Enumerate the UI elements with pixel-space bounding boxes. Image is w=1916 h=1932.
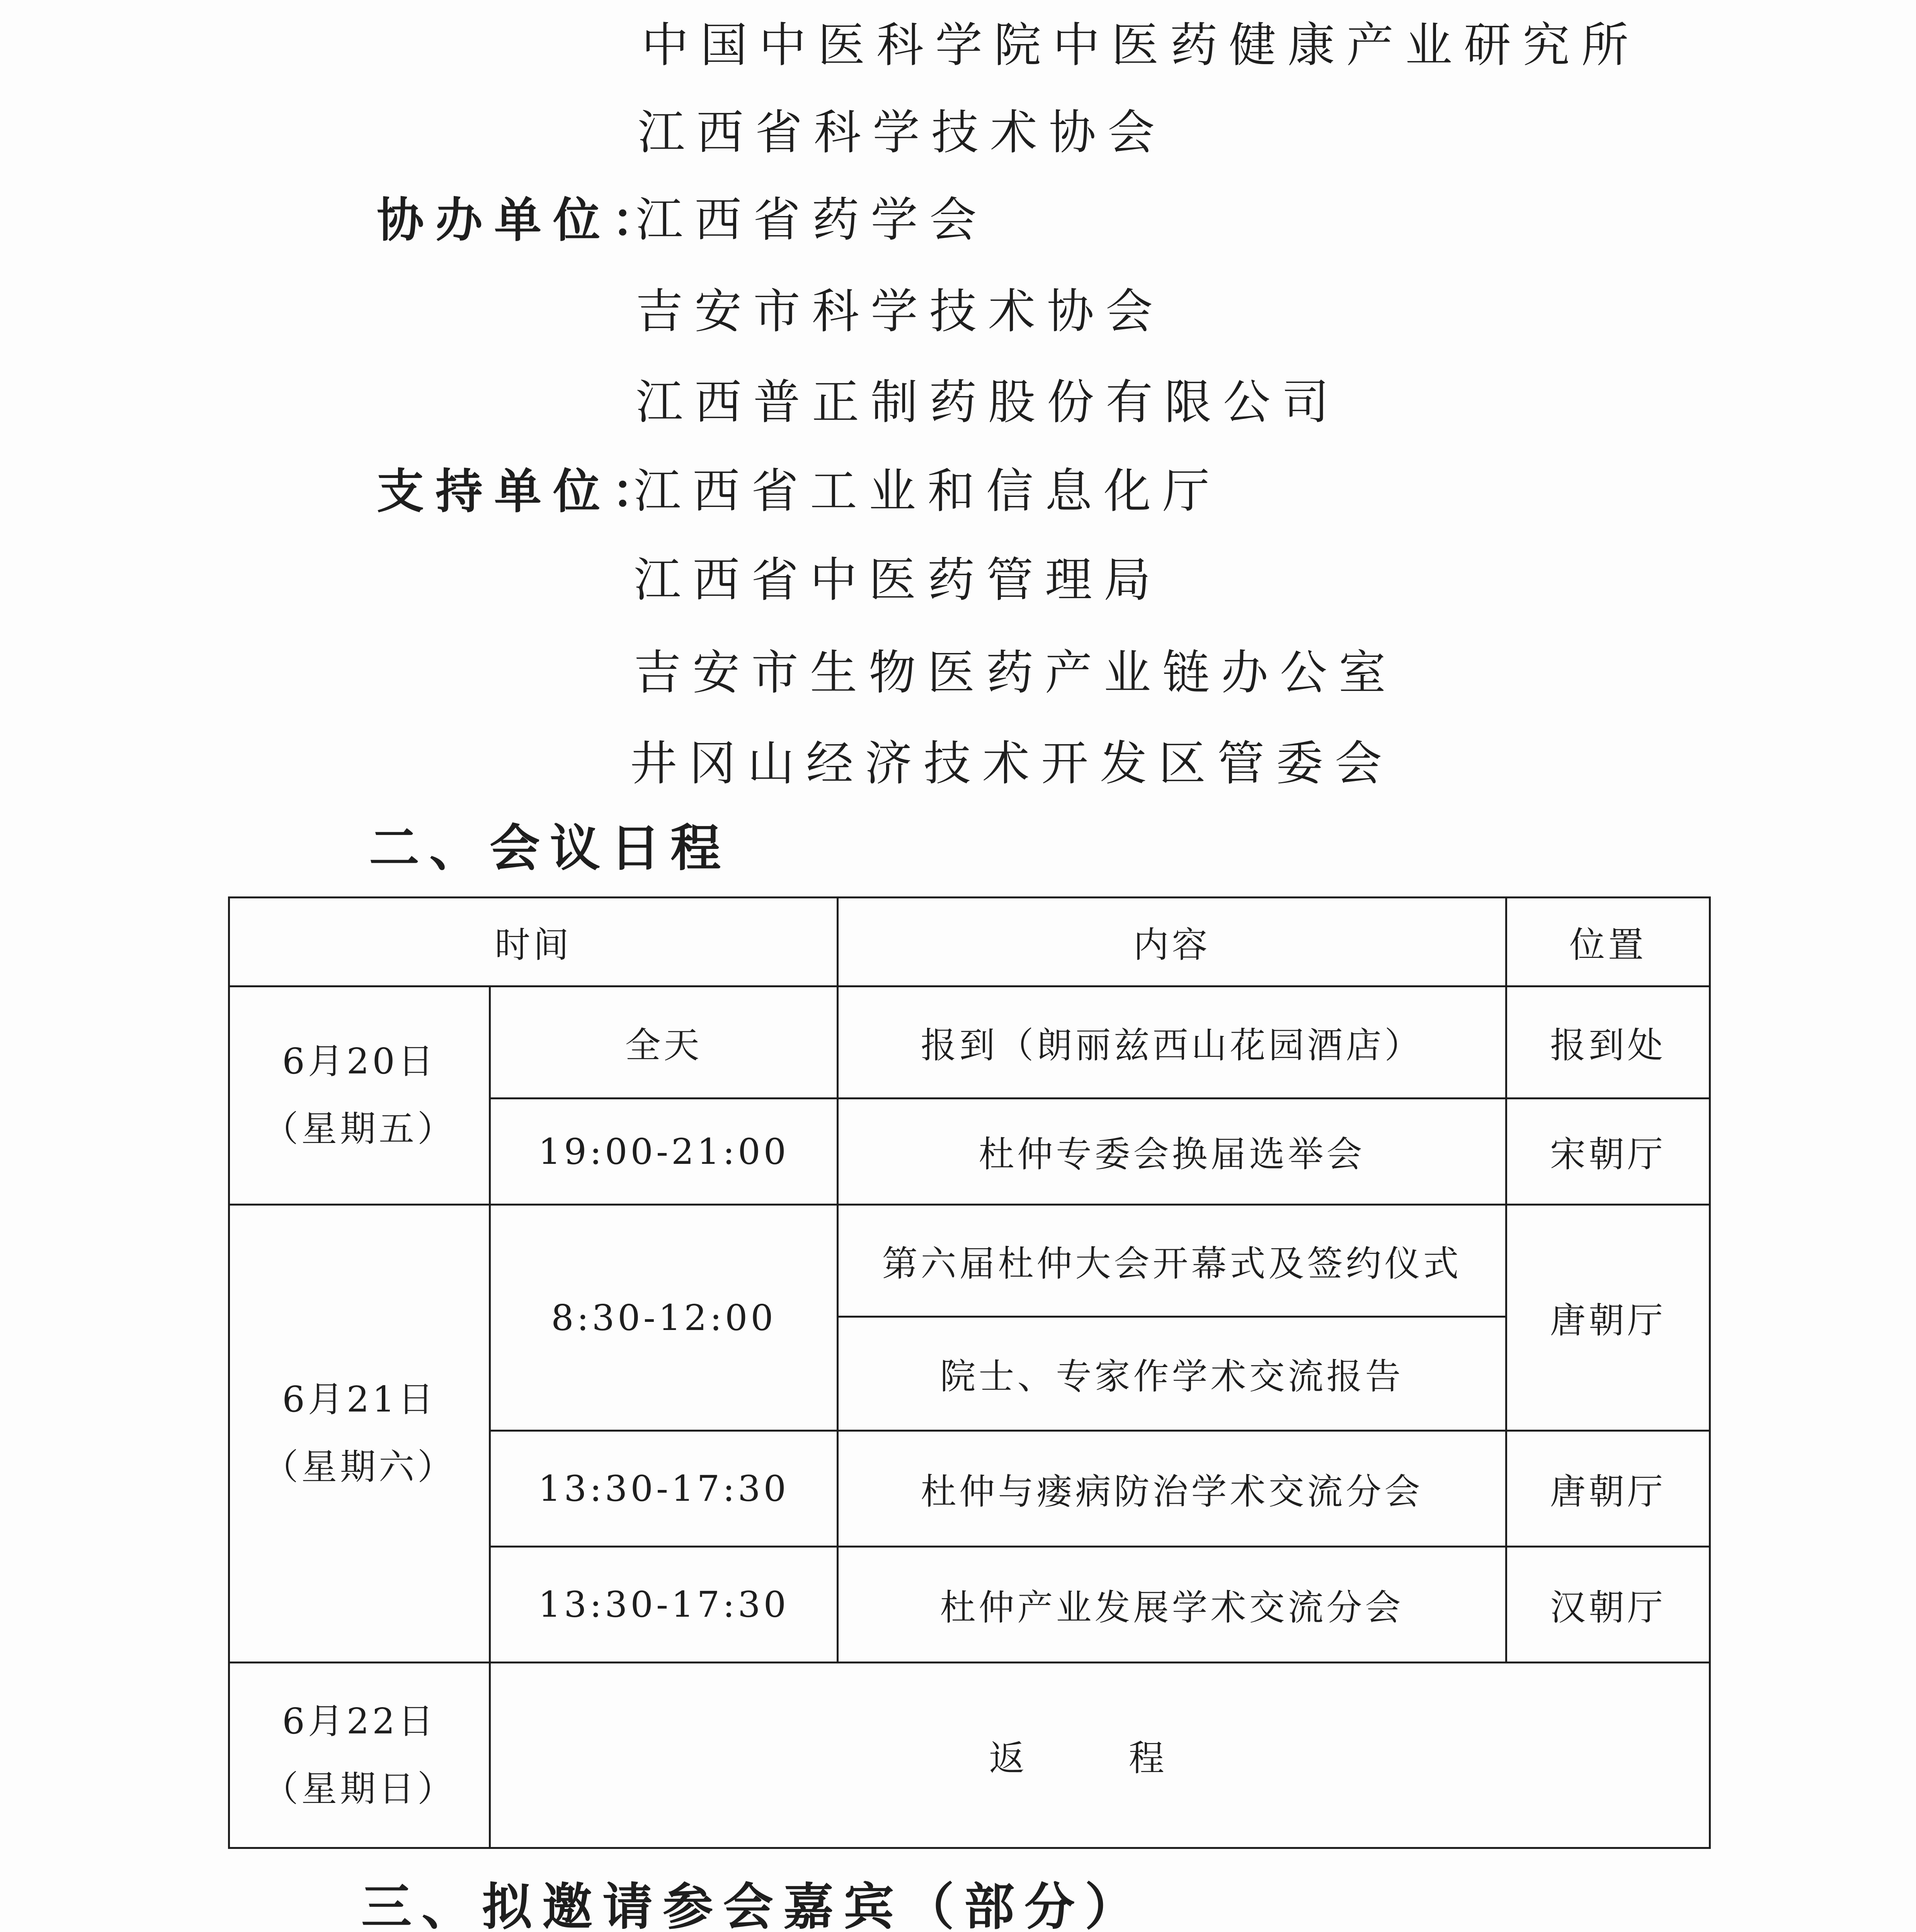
- host-organizer-line: 江西省科学技术协会: [638, 105, 1166, 160]
- date-text: 6月21日: [282, 1379, 437, 1420]
- table-row: [229, 1205, 1710, 1317]
- co-organizer-line: 吉安市科学技术协会: [636, 284, 1164, 339]
- table-row: [229, 1663, 1710, 1848]
- weekday-text: （星期日）: [262, 1768, 456, 1810]
- location-cell: 唐朝厅: [1506, 1205, 1710, 1431]
- supporter-line: 江西省工业和信息化厅: [634, 464, 1221, 519]
- location-cell: 汉朝厅: [1506, 1547, 1710, 1663]
- content-cell: 第六届杜仲大会开幕式及签约仪式: [838, 1205, 1506, 1317]
- return-cell: 返 程: [490, 1663, 1710, 1848]
- weekday-text: （星期六）: [262, 1446, 456, 1488]
- table-row: [229, 986, 1710, 1099]
- column-header-time: 时间: [229, 898, 838, 986]
- section-heading-schedule: 二、会议日程: [369, 818, 731, 878]
- supporter-line: 吉安市生物医药产业链办公室: [634, 645, 1397, 700]
- content-cell: 报到（朗丽兹西山花园酒店）: [838, 986, 1506, 1099]
- date-cell: [229, 1663, 490, 1848]
- content-cell: 院士、专家作学术交流报告: [838, 1317, 1506, 1431]
- section-heading-guests: 三、拟邀请参会嘉宾（部分）: [361, 1877, 1145, 1932]
- date-cell: [229, 986, 490, 1205]
- time-cell: 全天: [490, 986, 838, 1099]
- co-organizer-line: 江西省药学会: [636, 192, 988, 247]
- time-cell: 13:30-17:30: [490, 1431, 838, 1547]
- time-cell: 19:00-21:00: [490, 1099, 838, 1205]
- weekday-text: （星期五）: [262, 1108, 456, 1150]
- supporter-line: 井冈山经济技术开发区管委会: [630, 736, 1394, 791]
- co-organizer-label: 协办单位：: [377, 192, 670, 248]
- content-cell: 杜仲产业发展学术交流分会: [838, 1547, 1506, 1663]
- supporter-line: 江西省中医药管理局: [634, 553, 1162, 607]
- time-cell: 8:30-12:00: [490, 1205, 838, 1431]
- supporter-label: 支持单位：: [377, 463, 670, 519]
- location-cell: 唐朝厅: [1506, 1431, 1710, 1547]
- table-header-row: [229, 898, 1710, 986]
- column-header-location: 位置: [1506, 898, 1710, 986]
- time-cell: 13:30-17:30: [490, 1547, 838, 1663]
- location-cell: 宋朝厅: [1506, 1099, 1710, 1205]
- co-organizer-line: 江西普正制药股份有限公司: [636, 375, 1341, 430]
- content-cell: 杜仲与瘘病防治学术交流分会: [838, 1431, 1506, 1547]
- column-header-content: 内容: [838, 898, 1506, 986]
- host-organizer-line: 中国中医科学院中医药健康产业研究所: [642, 18, 1640, 73]
- date-text: 6月20日: [282, 1041, 437, 1082]
- date-cell: [229, 1205, 490, 1663]
- schedule-table: [228, 896, 1711, 1849]
- date-text: 6月22日: [282, 1700, 437, 1742]
- content-cell: 杜仲专委会换届选举会: [838, 1099, 1506, 1205]
- location-cell: 报到处: [1506, 986, 1710, 1099]
